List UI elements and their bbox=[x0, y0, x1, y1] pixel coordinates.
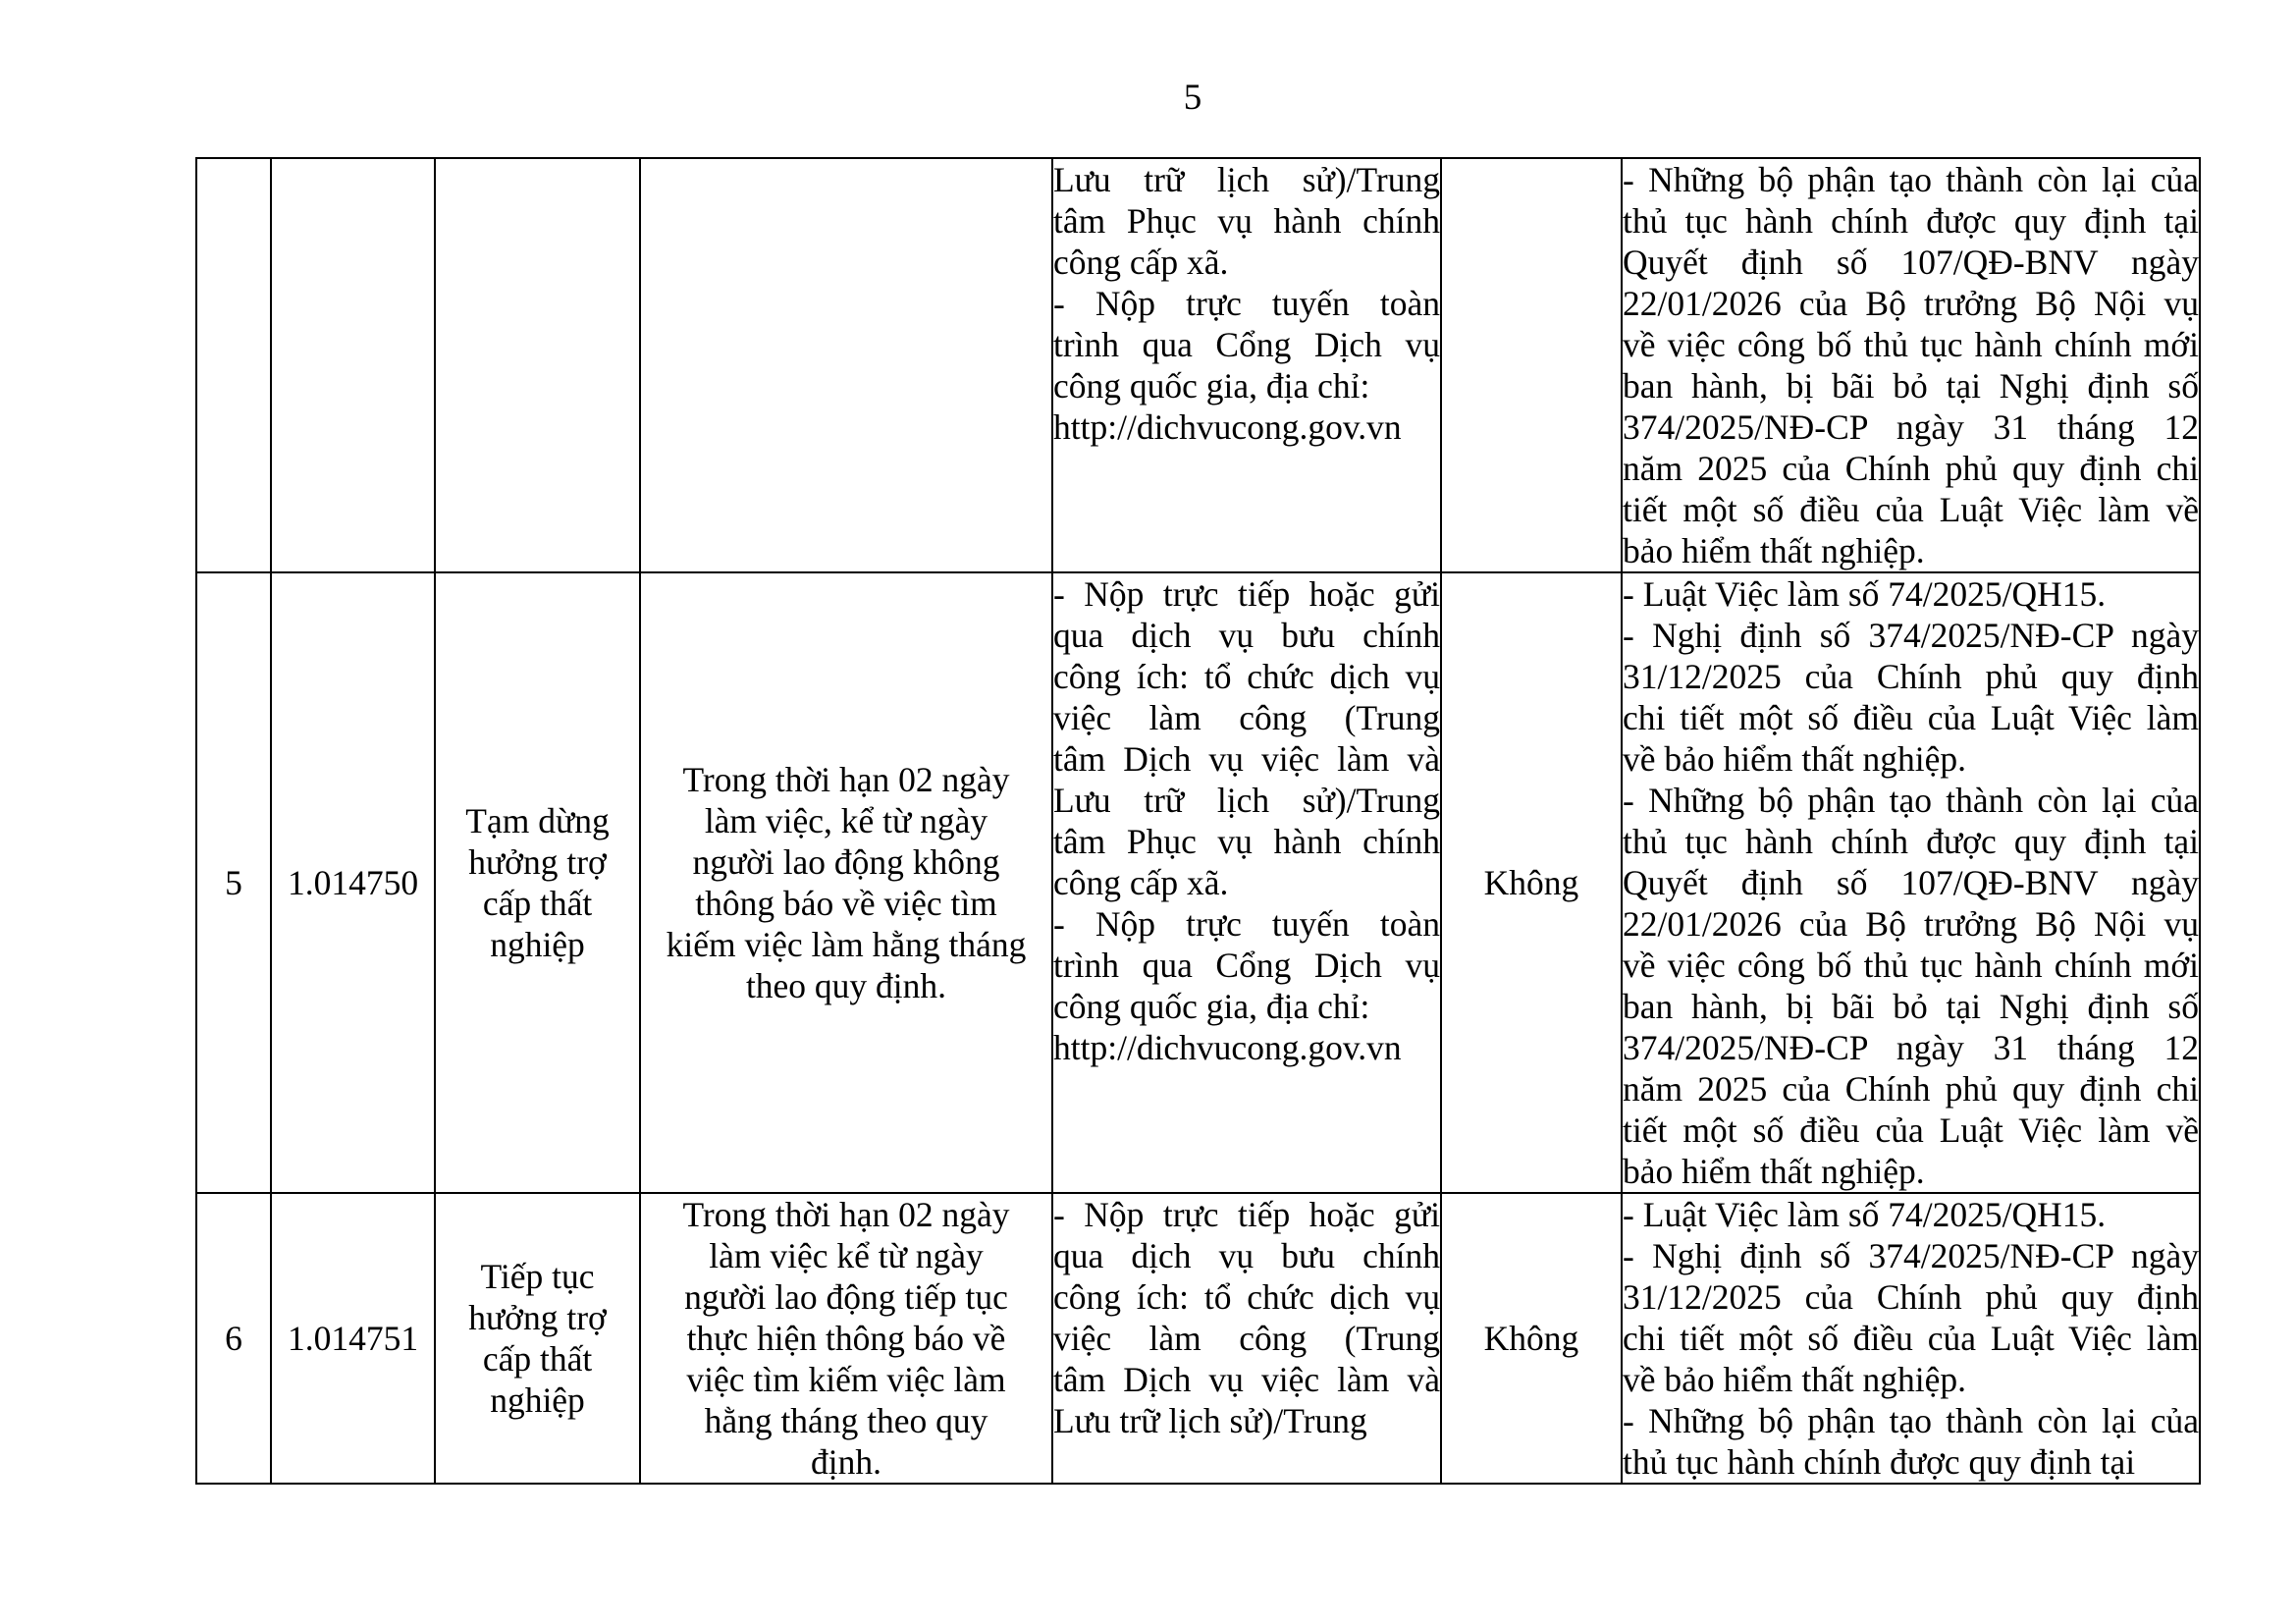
cell-line: - Luật Việc làm số 74/2025/QH15. bbox=[1623, 574, 2107, 614]
cell-line: về việc công bố thủ tục hành chính mới bbox=[1623, 325, 2199, 364]
cell-line: công ích: tổ chức dịch vụ bbox=[1053, 1277, 1440, 1317]
place-cell bbox=[1052, 1193, 1441, 1484]
table-row bbox=[196, 572, 2200, 1193]
code-cell: 1.014751 bbox=[271, 1193, 435, 1484]
cell-line: tâm Phục vụ hành chính bbox=[1053, 201, 1440, 241]
cell-line: Lưu trữ lịch sử)/Trung bbox=[1053, 160, 1440, 199]
cell-line: ban hành, bị bãi bỏ tại Nghị định số bbox=[1623, 987, 2199, 1026]
cell-line: http://dichvucong.gov.vn bbox=[1053, 1028, 1402, 1067]
cell-line: hưởng trợ bbox=[468, 1298, 607, 1337]
cell-line: tiết một số điều của Luật Việc làm về bbox=[1623, 490, 2199, 529]
cell-line: bảo hiểm thất nghiệp. bbox=[1623, 531, 1925, 570]
cell-line: - Những bộ phận tạo thành còn lại của bbox=[1623, 781, 2199, 820]
cell-line: Lưu trữ lịch sử)/Trung bbox=[1053, 781, 1440, 820]
cell-line: Lưu trữ lịch sử)/Trung bbox=[1053, 1401, 1367, 1440]
cell-line: tâm Phục vụ hành chính bbox=[1053, 822, 1440, 861]
basis-cell bbox=[1622, 158, 2200, 572]
cell-line: định. bbox=[811, 1442, 881, 1482]
basis-cell bbox=[1622, 1193, 2200, 1484]
name-cell bbox=[435, 572, 640, 1193]
time-cell bbox=[640, 1193, 1052, 1484]
cell-line: http://dichvucong.gov.vn bbox=[1053, 407, 1402, 447]
cell-line: việc tìm kiếm việc làm bbox=[686, 1360, 1006, 1399]
cell-line: thông báo về việc tìm bbox=[695, 884, 997, 923]
fee-cell: Không bbox=[1441, 1193, 1622, 1484]
cell-line: 31/12/2025 của Chính phủ quy định bbox=[1623, 657, 2199, 696]
cell-line: công cấp xã. bbox=[1053, 243, 1229, 282]
cell-line: kiếm việc làm hằng tháng bbox=[666, 925, 1027, 964]
cell-line: hằng tháng theo quy bbox=[704, 1401, 988, 1440]
cell-line: qua dịch vụ bưu chính bbox=[1053, 616, 1440, 655]
cell-line: thực hiện thông báo về bbox=[686, 1319, 1006, 1358]
name-cell bbox=[435, 1193, 640, 1484]
cell-line: công quốc gia, địa chỉ: bbox=[1053, 366, 1370, 406]
procedure-table bbox=[195, 157, 2201, 1485]
cell-line: 374/2025/NĐ-CP ngày 31 tháng 12 bbox=[1623, 1028, 2199, 1067]
cell-line: cấp thất bbox=[482, 1339, 593, 1379]
code-cell: 1.014750 bbox=[271, 572, 435, 1193]
cell-line: tiết một số điều của Luật Việc làm về bbox=[1623, 1110, 2199, 1150]
cell-line: năm 2025 của Chính phủ quy định chi bbox=[1623, 449, 2199, 488]
name-cell bbox=[435, 158, 640, 572]
stt-cell: 5 bbox=[196, 572, 271, 1193]
stt-cell: 6 bbox=[196, 1193, 271, 1484]
cell-line: - Luật Việc làm số 74/2025/QH15. bbox=[1623, 1195, 2107, 1234]
cell-line: về bảo hiểm thất nghiệp. bbox=[1623, 1360, 1966, 1399]
cell-line: năm 2025 của Chính phủ quy định chi bbox=[1623, 1069, 2199, 1109]
cell-line: - Những bộ phận tạo thành còn lại của bbox=[1623, 1401, 2199, 1440]
cell-line: - Những bộ phận tạo thành còn lại của bbox=[1623, 160, 2199, 199]
cell-line: trình qua Cổng Dịch vụ bbox=[1053, 325, 1440, 364]
place-cell bbox=[1052, 158, 1441, 572]
cell-line: - Nghị định số 374/2025/NĐ-CP ngày bbox=[1623, 1236, 2199, 1275]
cell-line: chi tiết một số điều của Luật Việc làm bbox=[1623, 698, 2199, 737]
place-cell bbox=[1052, 572, 1441, 1193]
cell-line: thủ tục hành chính được quy định tại bbox=[1623, 822, 2199, 861]
cell-line: 22/01/2026 của Bộ trưởng Bộ Nội vụ bbox=[1623, 284, 2199, 323]
cell-line: qua dịch vụ bưu chính bbox=[1053, 1236, 1440, 1275]
cell-line: tâm Dịch vụ việc làm và bbox=[1053, 1360, 1440, 1399]
cell-line: việc làm công (Trung bbox=[1053, 698, 1440, 737]
cell-line: Quyết định số 107/QĐ-BNV ngày bbox=[1623, 243, 2199, 282]
cell-line: việc làm công (Trung bbox=[1053, 1319, 1440, 1358]
cell-line: - Nộp trực tuyến toàn bbox=[1053, 284, 1440, 323]
fee-cell: Không bbox=[1441, 572, 1622, 1193]
cell-line: - Nghị định số 374/2025/NĐ-CP ngày bbox=[1623, 616, 2199, 655]
cell-line: người lao động tiếp tục bbox=[684, 1277, 1008, 1317]
cell-line: 374/2025/NĐ-CP ngày 31 tháng 12 bbox=[1623, 407, 2199, 447]
cell-line: người lao động không bbox=[692, 842, 1000, 882]
table-row bbox=[196, 158, 2200, 572]
cell-line: tâm Dịch vụ việc làm và bbox=[1053, 739, 1440, 779]
cell-line: Tạm dừng bbox=[465, 801, 610, 840]
cell-line: bảo hiểm thất nghiệp. bbox=[1623, 1152, 1925, 1191]
cell-line: hưởng trợ bbox=[468, 842, 607, 882]
cell-line: làm việc, kể từ ngày bbox=[704, 801, 988, 840]
page-number: 5 bbox=[1183, 78, 1202, 118]
cell-line: 31/12/2025 của Chính phủ quy định bbox=[1623, 1277, 2199, 1317]
cell-line: thủ tục hành chính được quy định tại bbox=[1623, 1442, 2136, 1482]
cell-line: công ích: tổ chức dịch vụ bbox=[1053, 657, 1440, 696]
cell-line: về bảo hiểm thất nghiệp. bbox=[1623, 739, 1966, 779]
cell-line: ban hành, bị bãi bỏ tại Nghị định số bbox=[1623, 366, 2199, 406]
time-cell bbox=[640, 572, 1052, 1193]
cell-line: nghiệp bbox=[490, 925, 585, 964]
cell-line: theo quy định. bbox=[745, 966, 947, 1005]
cell-line: làm việc kể từ ngày bbox=[709, 1236, 984, 1275]
cell-line: Trong thời hạn 02 ngày bbox=[682, 760, 1010, 799]
cell-line: - Nộp trực tiếp hoặc gửi bbox=[1053, 1195, 1440, 1234]
time-cell bbox=[640, 158, 1052, 572]
cell-line: chi tiết một số điều của Luật Việc làm bbox=[1623, 1319, 2199, 1358]
cell-line: Trong thời hạn 02 ngày bbox=[682, 1195, 1010, 1234]
cell-line: trình qua Cổng Dịch vụ bbox=[1053, 946, 1440, 985]
cell-line: Tiếp tục bbox=[480, 1257, 595, 1296]
cell-line: 22/01/2026 của Bộ trưởng Bộ Nội vụ bbox=[1623, 904, 2199, 944]
cell-line: - Nộp trực tuyến toàn bbox=[1053, 904, 1440, 944]
cell-line: thủ tục hành chính được quy định tại bbox=[1623, 201, 2199, 241]
table-row bbox=[196, 1193, 2200, 1484]
cell-line: Quyết định số 107/QĐ-BNV ngày bbox=[1623, 863, 2199, 902]
basis-cell bbox=[1622, 572, 2200, 1193]
cell-line: công cấp xã. bbox=[1053, 863, 1229, 902]
fee-cell bbox=[1441, 158, 1622, 572]
cell-line: công quốc gia, địa chỉ: bbox=[1053, 987, 1370, 1026]
cell-line: - Nộp trực tiếp hoặc gửi bbox=[1053, 574, 1440, 614]
stt-cell bbox=[196, 158, 271, 572]
cell-line: về việc công bố thủ tục hành chính mới bbox=[1623, 946, 2199, 985]
cell-line: nghiệp bbox=[490, 1380, 585, 1420]
code-cell bbox=[271, 158, 435, 572]
cell-line: cấp thất bbox=[482, 884, 593, 923]
